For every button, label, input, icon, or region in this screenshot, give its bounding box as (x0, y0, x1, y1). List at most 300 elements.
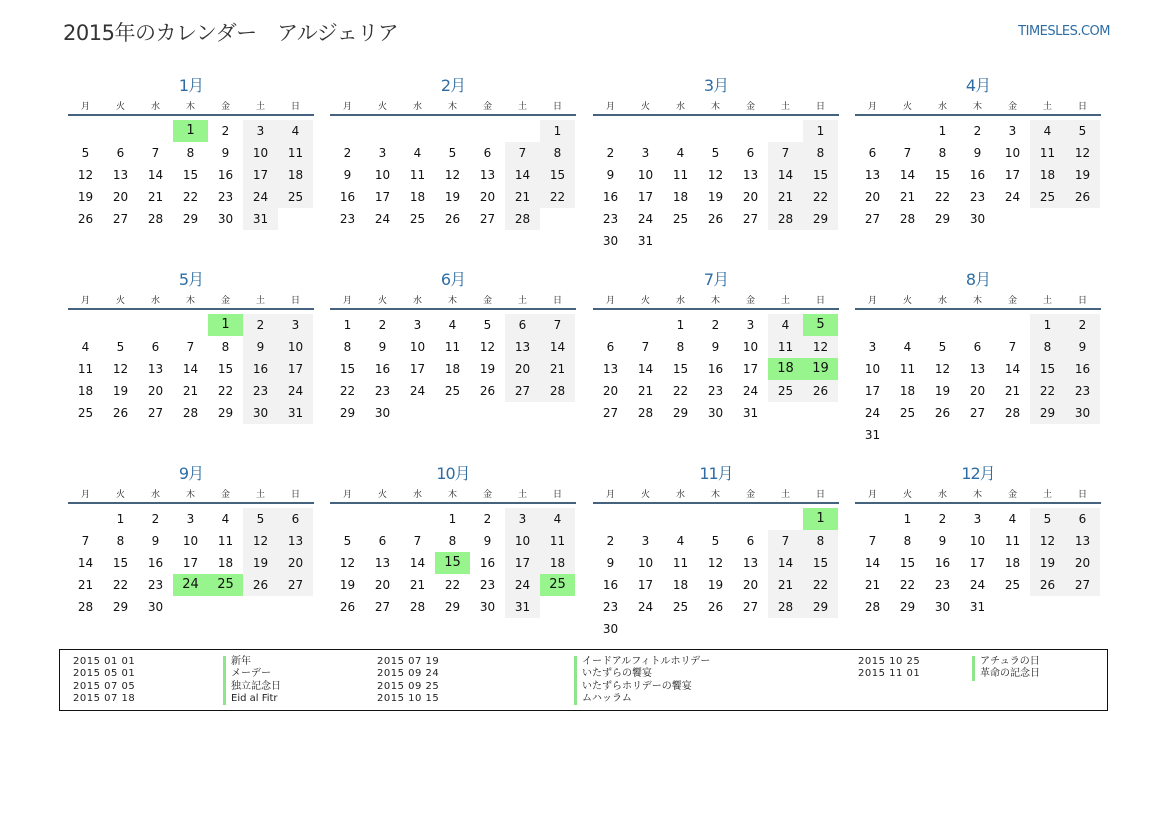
weekday-header (68, 294, 314, 310)
day-cell: 14 (637, 362, 654, 376)
day-cell: 14 (899, 168, 916, 182)
day-cell-empty (733, 120, 768, 142)
day-cell-empty (768, 508, 803, 530)
day-cell: 5 (343, 534, 352, 548)
day-cell: 12 (112, 362, 129, 376)
day-cell: 16 (243, 358, 278, 380)
day-cell: 22 (112, 578, 129, 592)
day-cell-empty (470, 120, 505, 142)
weekday-label: 火 (902, 490, 912, 500)
day-cell: 21 (505, 186, 540, 208)
day-cell-holiday: 18 (768, 358, 803, 380)
day-cell-empty (698, 120, 733, 142)
day-cell: 8 (186, 146, 195, 160)
day-cell-empty (138, 314, 173, 336)
day-grid (330, 508, 576, 618)
weekday-label: 金 (220, 296, 230, 306)
day-cell: 13 (602, 362, 619, 376)
month-title: 12月 (961, 464, 995, 483)
day-cell: 21 (77, 578, 94, 592)
day-cell: 17 (505, 552, 540, 574)
day-cell: 6 (746, 146, 755, 160)
holiday-date: 2015 09 24 (377, 668, 440, 680)
day-cell: 16 (1065, 358, 1100, 380)
site-link[interactable]: TIMESLES.COM (1018, 24, 1110, 39)
day-cell: 25 (672, 212, 689, 226)
day-cell: 14 (540, 336, 575, 358)
day-cell-empty (890, 314, 925, 336)
day-cell: 28 (540, 380, 575, 402)
weekday-label: 火 (902, 102, 912, 112)
month-8 (855, 266, 1101, 446)
holiday-date: 2015 10 15 (377, 692, 440, 704)
day-cell: 31 (864, 428, 881, 442)
day-cell: 23 (374, 384, 391, 398)
holiday-date: 2015 10 25 (858, 656, 921, 667)
day-cell-holiday: 19 (803, 358, 838, 380)
day-cell-empty (628, 314, 663, 336)
day-cell: 12 (243, 530, 278, 552)
day-cell: 15 (182, 168, 199, 182)
weekday-label: 日 (290, 102, 300, 112)
weekday-label: 日 (552, 490, 562, 500)
day-cell: 7 (768, 530, 803, 552)
day-cell: 1 (903, 512, 912, 526)
weekday-label: 金 (220, 102, 230, 112)
day-cell: 17 (374, 190, 391, 204)
weekday-label: 土 (1042, 102, 1052, 112)
day-grid (68, 508, 314, 618)
weekday-label: 木 (972, 490, 982, 500)
day-cell: 22 (217, 384, 234, 398)
day-cell: 7 (151, 146, 160, 160)
weekday-label: 月 (867, 102, 877, 112)
holiday-name: 独立記念日 (223, 681, 281, 693)
day-cell: 20 (147, 384, 164, 398)
holiday-names-col-2 (574, 656, 710, 705)
day-cell-empty (330, 508, 365, 530)
day-cell: 20 (1065, 552, 1100, 574)
weekday-label: 金 (745, 102, 755, 112)
day-cell: 9 (221, 146, 230, 160)
day-cell: 26 (339, 600, 356, 614)
day-cell: 2 (343, 146, 352, 160)
weekday-label: 水 (937, 490, 947, 500)
holiday-date: 2015 09 25 (377, 680, 440, 692)
day-cell: 8 (903, 534, 912, 548)
day-cell: 25 (899, 406, 916, 420)
day-cell: 10 (637, 168, 654, 182)
day-cell: 14 (409, 556, 426, 570)
weekday-label: 木 (710, 296, 720, 306)
day-cell: 31 (505, 596, 540, 618)
day-cell: 18 (899, 384, 916, 398)
weekday-label: 土 (255, 490, 265, 500)
day-cell: 1 (1030, 314, 1065, 336)
weekday-label: 土 (517, 490, 527, 500)
day-cell: 7 (868, 534, 877, 548)
month-title: 2月 (440, 76, 466, 95)
day-cell: 10 (278, 336, 313, 358)
day-cell: 17 (742, 362, 759, 376)
weekday-label: 月 (80, 102, 90, 112)
day-grid (593, 314, 839, 424)
weekday-label: 土 (780, 296, 790, 306)
day-cell: 23 (602, 212, 619, 226)
weekday-label: 火 (640, 102, 650, 112)
day-cell: 23 (602, 600, 619, 614)
day-cell: 3 (278, 314, 313, 336)
weekday-label: 日 (815, 490, 825, 500)
day-cell: 2 (378, 318, 387, 332)
weekday-label: 火 (640, 490, 650, 500)
day-cell: 8 (540, 142, 575, 164)
day-cell: 4 (903, 340, 912, 354)
day-cell: 13 (479, 168, 496, 182)
day-cell: 10 (374, 168, 391, 182)
day-cell: 6 (151, 340, 160, 354)
day-cell: 18 (278, 164, 313, 186)
day-cell: 11 (77, 362, 94, 376)
day-cell: 23 (707, 384, 724, 398)
day-cell: 15 (803, 164, 838, 186)
day-cell-empty (365, 120, 400, 142)
holiday-name: いたずらホリデーの饗宴 (574, 681, 710, 693)
day-cell: 30 (479, 600, 496, 614)
day-cell: 27 (278, 574, 313, 596)
day-cell: 2 (151, 512, 160, 526)
day-cell: 31 (243, 208, 278, 230)
day-cell: 23 (1065, 380, 1100, 402)
weekday-label: 水 (412, 102, 422, 112)
day-cell: 30 (1065, 402, 1100, 424)
weekday-label: 土 (1042, 490, 1052, 500)
day-cell: 27 (374, 600, 391, 614)
weekday-label: 日 (1077, 490, 1087, 500)
day-cell: 10 (243, 142, 278, 164)
day-cell: 21 (409, 578, 426, 592)
weekday-label: 水 (412, 490, 422, 500)
day-cell: 22 (803, 186, 838, 208)
weekday-header (330, 488, 576, 504)
day-cell-holiday: 1 (208, 314, 243, 336)
day-cell: 13 (1065, 530, 1100, 552)
day-cell: 6 (746, 534, 755, 548)
day-cell: 2 (606, 534, 615, 548)
day-cell: 22 (540, 186, 575, 208)
day-cell: 3 (1008, 124, 1017, 138)
day-cell: 5 (1065, 120, 1100, 142)
day-cell: 14 (147, 168, 164, 182)
weekday-label: 木 (972, 296, 982, 306)
day-cell: 15 (899, 556, 916, 570)
weekday-label: 土 (780, 102, 790, 112)
holiday-name: メーデー (223, 668, 281, 680)
weekday-label: 月 (80, 296, 90, 306)
day-grid (593, 120, 839, 252)
day-cell: 30 (602, 234, 619, 248)
holiday-name: イードアルフィトルホリデー (574, 656, 710, 668)
day-cell: 7 (1008, 340, 1017, 354)
day-cell: 1 (938, 124, 947, 138)
month-5 (68, 266, 314, 424)
month-title: 7月 (703, 270, 729, 289)
holiday-date: 2015 01 01 (73, 656, 136, 667)
day-cell: 27 (112, 212, 129, 226)
day-cell-empty (68, 120, 103, 142)
day-cell: 3 (868, 340, 877, 354)
day-cell: 19 (707, 578, 724, 592)
day-cell: 25 (768, 380, 803, 402)
day-cell-empty (400, 508, 435, 530)
day-cell: 12 (339, 556, 356, 570)
day-cell: 31 (637, 234, 654, 248)
holiday-names-col-1 (223, 656, 281, 705)
day-cell: 9 (483, 534, 492, 548)
day-cell: 8 (343, 340, 352, 354)
day-cell-empty (505, 120, 540, 142)
day-cell: 17 (278, 358, 313, 380)
month-title: 1月 (178, 76, 204, 95)
weekday-label: 木 (447, 490, 457, 500)
day-cell: 5 (81, 146, 90, 160)
day-cell: 16 (374, 362, 391, 376)
weekday-label: 土 (255, 296, 265, 306)
day-cell: 3 (505, 508, 540, 530)
day-cell-holiday: 25 (208, 574, 243, 596)
day-grid (855, 314, 1101, 446)
weekday-label: 金 (220, 490, 230, 500)
month-7 (593, 266, 839, 424)
day-cell: 4 (676, 534, 685, 548)
day-cell: 29 (672, 406, 689, 420)
day-cell: 16 (602, 190, 619, 204)
day-cell: 18 (1030, 164, 1065, 186)
day-cell: 26 (707, 600, 724, 614)
day-cell: 30 (934, 600, 951, 614)
weekday-label: 木 (185, 102, 195, 112)
day-cell-empty (768, 120, 803, 142)
month-title: 8月 (965, 270, 991, 289)
day-cell: 24 (278, 380, 313, 402)
day-cell: 30 (147, 600, 164, 614)
day-cell-empty (698, 508, 733, 530)
weekday-label: 水 (937, 296, 947, 306)
day-cell: 5 (448, 146, 457, 160)
day-cell: 26 (934, 406, 951, 420)
weekday-label: 日 (815, 296, 825, 306)
day-cell: 26 (1065, 186, 1100, 208)
month-title: 3月 (703, 76, 729, 95)
day-cell: 2 (973, 124, 982, 138)
weekday-label: 金 (482, 296, 492, 306)
day-cell: 23 (339, 212, 356, 226)
weekday-label: 月 (605, 490, 615, 500)
day-cell: 21 (1004, 384, 1021, 398)
weekday-header (855, 488, 1101, 504)
day-cell: 28 (77, 600, 94, 614)
holiday-dates-col-1 (73, 656, 135, 705)
day-cell: 9 (1065, 336, 1100, 358)
month-1 (68, 72, 314, 230)
day-cell: 24 (637, 212, 654, 226)
day-cell: 6 (378, 534, 387, 548)
weekday-label: 土 (517, 296, 527, 306)
day-cell: 28 (1004, 406, 1021, 420)
day-cell: 3 (186, 512, 195, 526)
weekday-label: 月 (342, 490, 352, 500)
weekday-header (330, 100, 576, 116)
day-cell: 5 (711, 146, 720, 160)
holiday-name: Eid al Fitr (223, 693, 281, 705)
day-cell: 5 (243, 508, 278, 530)
day-cell: 13 (112, 168, 129, 182)
day-cell: 22 (934, 190, 951, 204)
day-cell: 24 (243, 186, 278, 208)
day-cell: 11 (768, 336, 803, 358)
day-cell: 26 (243, 574, 278, 596)
day-cell: 21 (637, 384, 654, 398)
holiday-name: ムハッラム (574, 693, 710, 705)
day-cell: 4 (413, 146, 422, 160)
day-cell: 2 (711, 318, 720, 332)
day-cell: 10 (182, 534, 199, 548)
day-cell: 12 (934, 362, 951, 376)
weekday-label: 日 (552, 296, 562, 306)
day-cell: 20 (479, 190, 496, 204)
day-cell: 29 (899, 600, 916, 614)
day-cell: 24 (637, 600, 654, 614)
month-3 (593, 72, 839, 252)
holiday-dates-col-3 (858, 656, 920, 681)
day-cell: 16 (479, 556, 496, 570)
day-cell-empty (435, 120, 470, 142)
day-cell: 2 (938, 512, 947, 526)
day-cell: 1 (803, 120, 838, 142)
day-cell: 29 (934, 212, 951, 226)
weekday-label: 水 (150, 296, 160, 306)
day-cell: 28 (409, 600, 426, 614)
day-cell: 19 (339, 578, 356, 592)
day-cell: 24 (409, 384, 426, 398)
day-cell-empty (68, 314, 103, 336)
day-cell: 16 (147, 556, 164, 570)
day-cell: 17 (243, 164, 278, 186)
day-cell: 21 (147, 190, 164, 204)
day-cell: 11 (672, 168, 689, 182)
day-cell: 5 (483, 318, 492, 332)
weekday-label: 木 (972, 102, 982, 112)
day-cell: 20 (374, 578, 391, 592)
day-cell: 29 (217, 406, 234, 420)
weekday-header (855, 294, 1101, 310)
weekday-label: 金 (745, 490, 755, 500)
day-cell: 2 (483, 512, 492, 526)
month-2 (330, 72, 576, 230)
day-cell: 7 (186, 340, 195, 354)
day-cell: 27 (1065, 574, 1100, 596)
day-cell: 25 (278, 186, 313, 208)
day-cell: 14 (768, 164, 803, 186)
day-cell: 27 (742, 212, 759, 226)
day-cell: 12 (707, 168, 724, 182)
day-cell: 26 (479, 384, 496, 398)
day-cell: 10 (1004, 146, 1021, 160)
day-cell: 13 (374, 556, 391, 570)
day-cell: 10 (505, 530, 540, 552)
day-cell: 19 (1030, 552, 1065, 574)
weekday-label: 木 (710, 490, 720, 500)
day-cell: 11 (278, 142, 313, 164)
day-cell: 7 (505, 142, 540, 164)
weekday-label: 月 (342, 296, 352, 306)
day-cell: 14 (768, 552, 803, 574)
day-cell: 30 (374, 406, 391, 420)
day-cell: 5 (711, 534, 720, 548)
day-cell: 26 (77, 212, 94, 226)
day-cell-empty (330, 120, 365, 142)
day-cell: 31 (742, 406, 759, 420)
day-cell: 17 (1004, 168, 1021, 182)
day-cell: 23 (217, 190, 234, 204)
day-cell: 3 (641, 534, 650, 548)
holiday-date: 2015 07 19 (377, 656, 440, 667)
weekday-label: 日 (290, 490, 300, 500)
day-cell: 8 (221, 340, 230, 354)
day-cell: 18 (672, 578, 689, 592)
day-cell: 19 (77, 190, 94, 204)
day-cell: 28 (505, 208, 540, 230)
day-cell-holiday: 15 (435, 552, 470, 574)
day-cell: 27 (505, 380, 540, 402)
day-grid (855, 120, 1101, 230)
weekday-header (68, 488, 314, 504)
day-cell: 18 (444, 362, 461, 376)
day-cell: 9 (973, 146, 982, 160)
day-cell: 7 (81, 534, 90, 548)
day-cell: 8 (448, 534, 457, 548)
day-grid (593, 508, 839, 640)
day-cell: 16 (969, 168, 986, 182)
day-cell: 27 (742, 600, 759, 614)
day-cell: 17 (637, 578, 654, 592)
day-cell: 24 (1004, 190, 1021, 204)
day-cell: 29 (444, 600, 461, 614)
day-cell: 31 (278, 402, 313, 424)
day-cell: 7 (768, 142, 803, 164)
day-cell: 18 (540, 552, 575, 574)
month-title: 4月 (965, 76, 991, 95)
day-cell: 13 (864, 168, 881, 182)
day-cell: 1 (540, 120, 575, 142)
day-cell: 9 (938, 534, 947, 548)
day-cell: 29 (182, 212, 199, 226)
day-cell: 14 (77, 556, 94, 570)
holiday-date: 2015 05 01 (73, 668, 136, 680)
day-cell: 3 (641, 146, 650, 160)
day-cell: 15 (540, 164, 575, 186)
weekday-label: 水 (675, 296, 685, 306)
day-cell: 11 (1030, 142, 1065, 164)
day-grid (330, 314, 576, 424)
weekday-label: 火 (377, 490, 387, 500)
day-cell: 20 (969, 384, 986, 398)
day-cell-empty (593, 508, 628, 530)
day-cell: 9 (151, 534, 160, 548)
day-cell: 18 (409, 190, 426, 204)
day-cell: 6 (116, 146, 125, 160)
weekday-label: 水 (150, 490, 160, 500)
